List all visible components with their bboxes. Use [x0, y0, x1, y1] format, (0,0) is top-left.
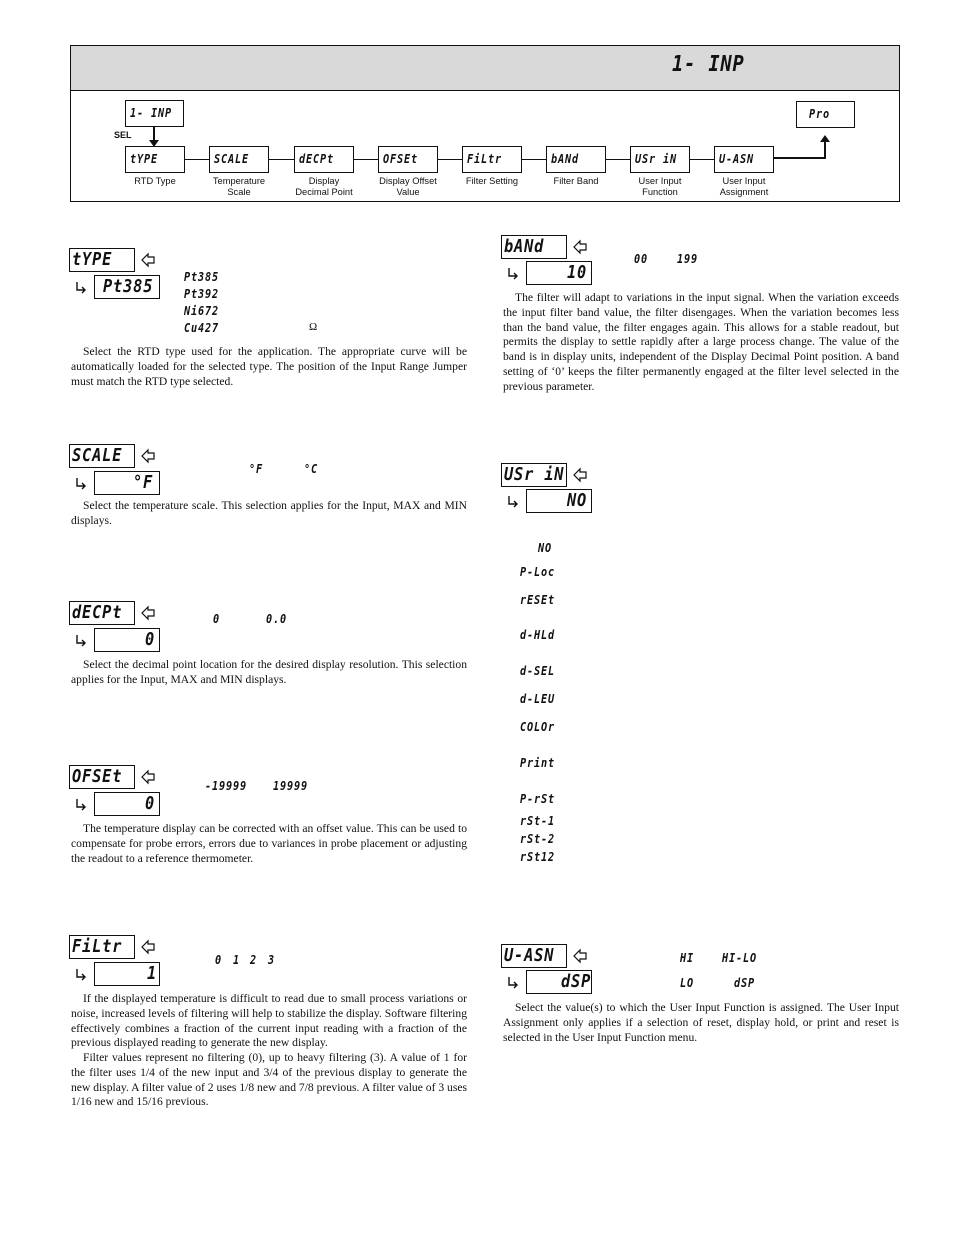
type-option-pt392: Pt392	[184, 287, 219, 301]
filter-bottom-display	[94, 962, 160, 986]
usrin-option: rSt-2	[520, 832, 555, 846]
scale-option-f: °F	[249, 462, 263, 476]
uasn-bottom-display	[526, 970, 592, 994]
flow-connector	[354, 159, 378, 160]
type-top-display	[69, 248, 135, 272]
uasn-top-text: U-ASN	[504, 945, 555, 966]
flow-step-code: tYPE	[130, 152, 158, 166]
flow-end-box-text: Pro	[809, 107, 830, 121]
band-top-display	[501, 235, 567, 259]
flow-connector	[185, 159, 209, 160]
flow-connector	[522, 159, 546, 160]
flow-label-offset: Display Offset Value	[379, 176, 437, 197]
decpt-bottom-text: 0	[145, 629, 156, 650]
type-option-cu427: Cu427	[184, 321, 219, 335]
usrin-option: d-LEU	[520, 692, 555, 706]
usrin-option: P-rSt	[520, 792, 555, 806]
usrin-top-display	[501, 463, 567, 487]
flow-connector	[438, 159, 462, 160]
flow-step-code: bANd	[551, 152, 579, 166]
uasn-description: Select the value(s) to which the User Input Function is assigned. The User Input Assignment only applies if a selection of reset, display hold, or print and reset is selected in the User Input Function menu.	[503, 1001, 899, 1044]
flow-step-filter	[462, 146, 522, 173]
return-line-horiz	[772, 157, 826, 159]
type-option-ni672: Ni672	[184, 304, 219, 318]
scale-bottom-display	[94, 471, 160, 495]
enter-arrow-icon	[74, 633, 90, 649]
flow-step-type	[125, 146, 185, 173]
usrin-option: d-HLd	[520, 628, 555, 642]
scale-option-c: °C	[304, 462, 318, 476]
band-max: 199	[677, 252, 698, 266]
uasn-option-dsp: dSP	[734, 976, 755, 990]
usrin-option: Print	[520, 756, 555, 770]
flow-label-band: Filter Band	[553, 176, 599, 186]
offset-max: 19999	[273, 779, 308, 793]
enter-arrow-icon	[506, 494, 522, 510]
flow-connector	[606, 159, 630, 160]
decpt-top-display	[69, 601, 135, 625]
flow-step-scale	[209, 146, 269, 173]
advance-arrow-icon	[140, 939, 156, 955]
flow-top-box	[125, 100, 184, 127]
advance-arrow-icon	[572, 239, 588, 255]
filter-bottom-text: 1	[147, 963, 158, 984]
flow-label-usrin: User Input Function	[638, 176, 682, 197]
offset-top-text: OFSEt	[72, 766, 123, 787]
scale-description: Select the temperature scale. This selection applies for the Input, MAX and MIN displays.	[71, 499, 467, 527]
flow-step-offset	[378, 146, 438, 173]
offset-bottom-text: 0	[145, 793, 156, 814]
flow-step-code: OFSEt	[383, 152, 418, 166]
enter-arrow-icon	[74, 967, 90, 983]
band-bottom-text: 10	[567, 262, 588, 283]
enter-arrow-icon	[74, 280, 90, 296]
menu-header-bar	[71, 46, 899, 91]
uasn-bottom-text: dSP	[561, 971, 592, 992]
filter-description-1: If the displayed temperature is difficult to read due to small process variations or noise, increased levels of filtering will help to stabilize the display. Software filtering effectively combines a fraction of the current input reading with a fraction of the previous displayed reading to generate the new display.	[71, 992, 467, 1050]
flow-label-filter: Filter Setting	[465, 176, 519, 186]
flow-step-decpt	[294, 146, 354, 173]
filter-top-display	[69, 935, 135, 959]
decpt-option-00: 0.0	[266, 612, 287, 626]
usrin-bottom-text: NO	[567, 490, 588, 511]
uasn-top-display	[501, 944, 567, 968]
usrin-option: rSt-1	[520, 814, 555, 828]
advance-arrow-icon	[572, 467, 588, 483]
flow-step-band	[546, 146, 606, 173]
advance-arrow-icon	[140, 769, 156, 785]
sel-label: SEL	[114, 130, 132, 140]
flow-label-type: RTD Type	[134, 176, 176, 186]
band-description: The filter will adapt to variations in the input signal. When the variation exceeds the input filter band value, the filter disengages. When the variation becomes less than the band value, the filter engages again. This allows for a stable readout, but permits the display to settle rapidly after a large process change. The value of the band is in display units, independent of the Display Decimal Point position. A band setting of ‘0’ keeps the filter permanently engaged at the filter level selected in the previous parameter.	[503, 291, 899, 393]
filter-description-2: Filter values represent no filtering (0), up to heavy filtering (3). A value of 1 for the filter uses 1/4 of the new input and 3/4 of the previous display to generate the new display. A filter value of 2 uses 1/8 new and 7/8 previous. A filter value of 3 uses 1/16 new and 15/16 previous.	[71, 1051, 467, 1109]
flow-step-usrin	[630, 146, 690, 173]
ohm-symbol: Ω	[309, 321, 318, 333]
uasn-option-lo: LO	[680, 976, 694, 990]
offset-bottom-display	[94, 792, 160, 816]
flow-label-uasn: User Input Assignment	[719, 176, 769, 197]
flow-step-code: FiLtr	[467, 152, 502, 166]
flow-step-code: dECPt	[299, 152, 334, 166]
advance-arrow-icon	[140, 605, 156, 621]
menu-title: 1- INP	[672, 52, 745, 77]
scale-top-text: SCALE	[72, 445, 123, 466]
usrin-top-text: USr iN	[504, 464, 565, 485]
scale-bottom-text: °F	[133, 472, 154, 493]
filter-option-2: 2	[250, 953, 257, 967]
decpt-option-0: 0	[213, 612, 220, 626]
flow-step-uasn	[714, 146, 774, 173]
flow-end-box	[796, 101, 855, 128]
flow-connector	[690, 159, 714, 160]
usrin-option: COLOr	[520, 720, 555, 734]
advance-arrow-icon	[140, 252, 156, 268]
enter-arrow-icon	[74, 476, 90, 492]
type-bottom-display	[94, 275, 160, 299]
sel-arrow-line	[153, 127, 155, 141]
usrin-option: rESEt	[520, 593, 555, 607]
enter-arrow-icon	[506, 975, 522, 991]
filter-option-0: 0	[215, 953, 222, 967]
usrin-option: P-Loc	[520, 565, 555, 579]
flow-label-scale: Temperature Scale	[212, 176, 266, 197]
flow-step-code: SCALE	[214, 152, 249, 166]
decpt-description: Select the decimal point location for the desired display resolution. This selection applies for the Input, MAX and MIN displays.	[71, 658, 467, 686]
flow-step-code: U-ASN	[719, 152, 754, 166]
offset-top-display	[69, 765, 135, 789]
flow-step-code: USr iN	[635, 152, 677, 166]
band-top-text: bANd	[504, 236, 545, 257]
scale-top-display	[69, 444, 135, 468]
type-bottom-text: Pt385	[103, 276, 154, 297]
band-min: 00	[634, 252, 648, 266]
advance-arrow-icon	[572, 948, 588, 964]
type-top-text: tYPE	[72, 249, 113, 270]
filter-option-1: 1	[233, 953, 240, 967]
advance-arrow-icon	[140, 448, 156, 464]
type-option-pt385: Pt385	[184, 270, 219, 284]
usrin-option: d-SEL	[520, 664, 555, 678]
usrin-option: NO	[538, 541, 552, 555]
uasn-option-hilo: HI-LO	[722, 951, 757, 965]
flow-top-box-text: 1- INP	[130, 106, 172, 120]
enter-arrow-icon	[506, 266, 522, 282]
band-bottom-display	[526, 261, 592, 285]
decpt-bottom-display	[94, 628, 160, 652]
uasn-option-hi: HI	[680, 951, 694, 965]
usrin-option: rSt12	[520, 850, 555, 864]
filter-option-3: 3	[268, 953, 275, 967]
flow-connector	[269, 159, 294, 160]
offset-min: -19999	[205, 779, 247, 793]
usrin-bottom-display	[526, 489, 592, 513]
type-description: Select the RTD type used for the application. The appropriate curve will be automatically loaded for the selected type. The position of the Input Range Jumper must match the RTD type selected.	[71, 345, 467, 388]
decpt-top-text: dECPt	[72, 602, 123, 623]
offset-description: The temperature display can be corrected with an offset value. This can be used to compensate for probe errors, errors due to variances in probe placement or adjusting the readout to a reference thermometer.	[71, 822, 467, 865]
flow-label-decpt: Display Decimal Point	[295, 176, 353, 197]
filter-top-text: FiLtr	[72, 936, 123, 957]
enter-arrow-icon	[74, 797, 90, 813]
